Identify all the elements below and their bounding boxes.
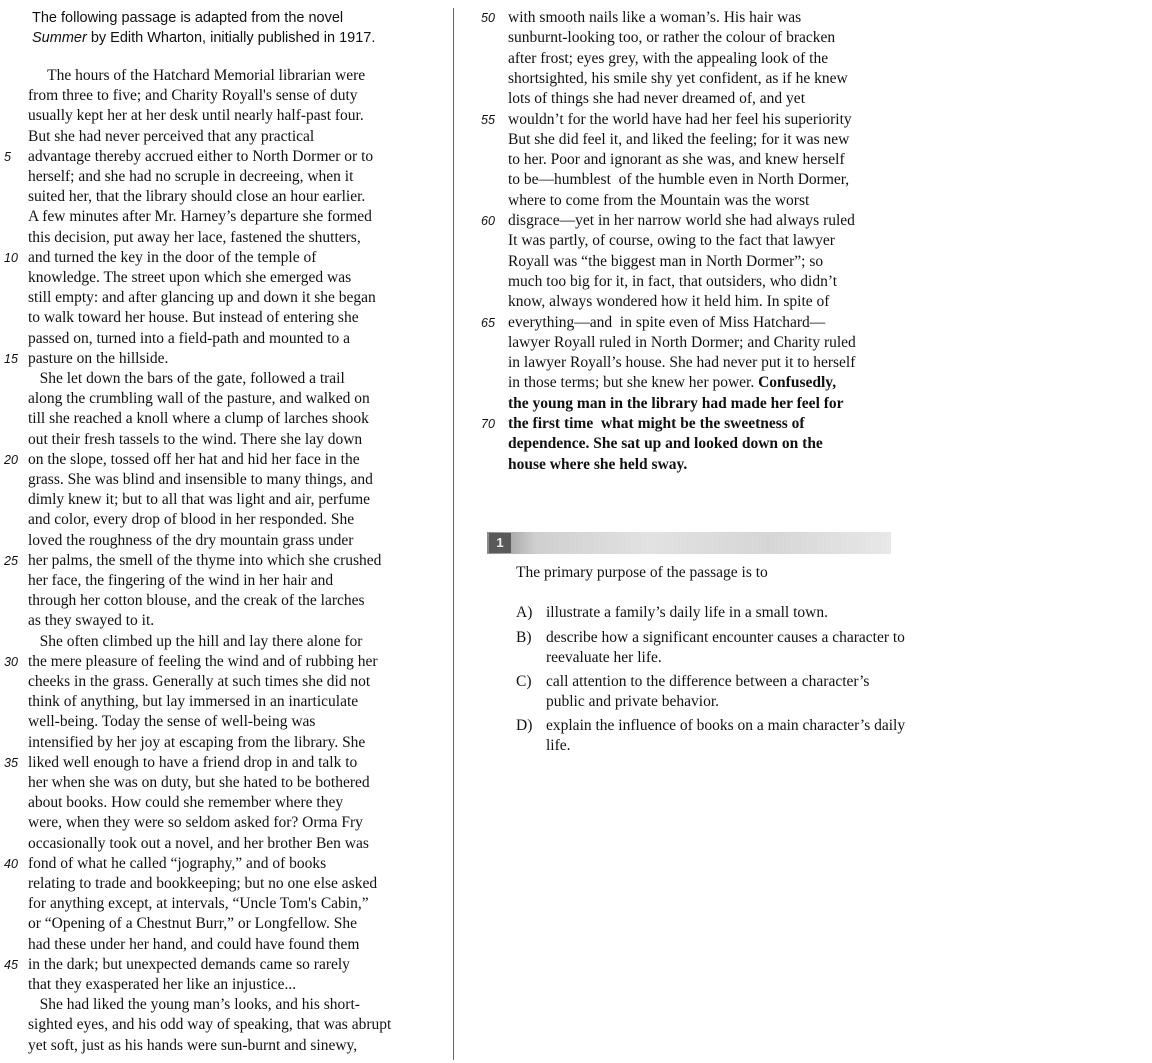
- passage-line: [28, 490, 370, 510]
- question-header-bar: [487, 532, 891, 554]
- passage-line: [508, 8, 801, 28]
- passage-text: cheeks in the grass. Generally at such times she did not: [28, 673, 371, 690]
- passage-text: out their fresh tassels to the wind. There she lay down: [28, 430, 363, 448]
- intro-line-2: [32, 28, 432, 48]
- passage-line: [28, 914, 357, 934]
- passage-line: [28, 268, 351, 288]
- line-number: 70: [481, 417, 495, 431]
- passage-text: herself; and she had no scruple in decreeing, when it: [28, 168, 354, 185]
- line-number: 35: [4, 755, 18, 770]
- passage-line: [28, 813, 363, 833]
- passage-text: this decision, put away her lace, fastened the shutters,: [28, 228, 361, 246]
- passage-line: [508, 130, 849, 150]
- passage-left-column: [4, 66, 438, 1061]
- passage-line: [508, 49, 828, 69]
- passage-text: after frost; eyes grey, with the appealing look of the: [508, 49, 829, 67]
- passage-text: Royall was “the biggest man in North Dormer”; so: [508, 252, 824, 270]
- passage-text: her when she was on duty, but she hated to be bothered: [28, 774, 370, 791]
- intro-line-1: The following passage is adapted from the novel: [32, 10, 344, 26]
- passage-text: till she reached a knoll where a clump of larches shook: [28, 410, 369, 428]
- passage-text: her palms, the smell of the thyme into which she crushed: [28, 551, 382, 569]
- passage-line: [28, 834, 369, 854]
- passage-text: advantage thereby accrued either to North Dormer or to: [28, 147, 374, 165]
- passage-text: on the slope, tossed off her hat and hid her face in the: [28, 450, 360, 468]
- passage-text: to her. Poor and ignorant as she was, and knew herself: [508, 151, 845, 169]
- passage-line: [28, 874, 377, 894]
- passage-text: her face, the fingering of the wind in her hair and: [28, 572, 334, 589]
- passage-text: with smooth nails like a woman’s. His hair was: [508, 9, 802, 26]
- passage-text: where to come from the Mountain was the worst: [508, 191, 810, 209]
- passage-text: usually kept her at her desk until nearly half-past four.: [28, 107, 364, 125]
- choice-text: call attention to the difference between a character’s public and private behavior.: [546, 673, 870, 711]
- passage-text: disgrace—yet in her narrow world she had always ruled: [508, 212, 855, 229]
- choice-text: describe how a significant encounter causes a character to reevaluate her life.: [546, 629, 905, 667]
- line-number: 40: [4, 856, 18, 871]
- passage-line: [508, 191, 809, 211]
- passage-line: [28, 248, 316, 268]
- passage-line: [28, 955, 350, 975]
- line-number: 45: [4, 957, 18, 972]
- passage-line: [28, 389, 370, 409]
- passage-text: knowledge. The street upon which she emerged was: [28, 269, 352, 286]
- passage-text: or “Opening of a Chestnut Burr,” or Longfellow. She: [28, 915, 357, 933]
- passage-text: suited her, that the library should close an hour earlier.: [28, 188, 366, 206]
- passage-line: [28, 510, 354, 530]
- passage-line: [28, 632, 362, 652]
- passage-text: passed on, turned into a field-path and mounted to a: [28, 329, 350, 347]
- bold-passage-text: the first time what might be the sweetness of: [508, 415, 805, 432]
- passage-line: [508, 313, 825, 333]
- choice-letter: B): [516, 629, 532, 646]
- line-number: 50: [481, 11, 495, 25]
- passage-line: [28, 733, 365, 753]
- passage-text: She let down the bars of the gate, followed a trail: [28, 370, 345, 387]
- passage-line: [28, 611, 154, 631]
- passage-text: think of anything, but lay immersed in an inarticulate: [28, 693, 359, 711]
- bold-passage-text: the young man in the library had made her feel for: [508, 394, 844, 412]
- passage-text: A few minutes after Mr. Harney’s departure she formed: [28, 208, 372, 226]
- passage-line: [508, 394, 844, 414]
- passage-text: dimly knew it; but to all that was light and air, perfume: [28, 491, 371, 509]
- line-number: 55: [481, 112, 495, 127]
- passage-line: [28, 551, 381, 571]
- passage-line: [28, 106, 364, 126]
- passage-text: grass. She was blind and insensible to many things, and: [28, 471, 373, 488]
- passage-line: [508, 333, 856, 353]
- passage-line: [28, 773, 370, 793]
- line-number: 20: [4, 452, 18, 467]
- passage-text: occasionally took out a novel, and her brother Ben was: [28, 834, 369, 852]
- passage-text: and turned the key in the door of the temple of: [28, 248, 317, 266]
- line-number: 5: [4, 149, 11, 164]
- passage-line: [28, 349, 168, 369]
- passage-line: [28, 369, 345, 389]
- passage-line: [508, 211, 855, 231]
- passage-line: [508, 89, 805, 109]
- passage-line: [508, 28, 835, 48]
- passage-line: [508, 434, 823, 454]
- passage-text: through her cotton blouse, and the creak of the larches: [28, 592, 365, 610]
- passage-text: intensified by her joy at escaping from the library. She: [28, 733, 366, 751]
- passage-line: [28, 409, 369, 429]
- passage-line: [28, 995, 360, 1015]
- passage-text: fond of what he called “jography,” and of books: [28, 854, 327, 872]
- choice-letter: D): [516, 717, 533, 734]
- passage-line: [28, 308, 359, 328]
- passage-line: [28, 127, 314, 147]
- passage-line: [28, 753, 357, 773]
- passage-line: [28, 571, 333, 591]
- passage-text: well-being. Today the sense of well-being was: [28, 713, 316, 731]
- passage-text: about books. How could she remember where they: [28, 794, 344, 812]
- passage-line: [28, 1015, 391, 1035]
- passage-text: sighted eyes, and his odd way of speaking, that was abrupt: [28, 1016, 392, 1034]
- line-number: 10: [4, 250, 18, 265]
- passage-line: [508, 252, 823, 272]
- passage-line: [508, 150, 845, 170]
- passage-line: [508, 353, 855, 373]
- passage-text: It was partly, of course, owing to the fact that lawyer: [508, 232, 835, 250]
- passage-line: [508, 373, 836, 393]
- passage-line: [28, 793, 343, 813]
- passage-line: [28, 167, 353, 187]
- bold-passage-text: house where she held sway.: [508, 455, 688, 473]
- passage-line: [28, 531, 353, 551]
- passage-text: much too big for it, in fact, that outsiders, who didn’t: [508, 272, 838, 290]
- passage-line: [28, 935, 359, 955]
- passage-line: [28, 975, 296, 995]
- passage-text: The hours of the Hatchard Memorial librarian were: [28, 67, 366, 84]
- passage-text: She had liked the young man’s looks, and his short-: [28, 996, 360, 1014]
- passage-text: still empty: and after glancing up and down it she began: [28, 289, 376, 307]
- choice-text: explain the influence of books on a main character’s daily life.: [546, 717, 906, 755]
- passage-line: [508, 170, 849, 190]
- intro-line-2-rest: by Edith Wharton, initially published in 1917.: [86, 30, 376, 46]
- passage-line: [28, 450, 360, 470]
- line-number: 25: [4, 553, 18, 568]
- bold-passage-text: dependence. She sat up and looked down on the: [508, 435, 823, 453]
- passage-text: as they swayed to it.: [28, 612, 155, 630]
- passage-text: had these under her hand, and could have found them: [28, 935, 360, 953]
- passage-text: in lawyer Royall’s house. She had never put it to herself: [508, 354, 856, 372]
- line-number: 15: [4, 351, 18, 366]
- bold-passage-text: Confusedly,: [758, 374, 837, 392]
- passage-text: loved the roughness of the dry mountain grass under: [28, 531, 354, 549]
- passage-line: [28, 228, 361, 248]
- passage-line: [508, 292, 829, 312]
- column-divider: [453, 8, 454, 1060]
- passage-text: know, always wondered how it held him. In spite of: [508, 293, 830, 311]
- passage-line: [28, 288, 376, 308]
- passage-text: in the dark; but unexpected demands came so rarely: [28, 955, 350, 973]
- question-stem: The primary purpose of the passage is to: [516, 564, 768, 581]
- passage-text: in those terms; but she knew her power.: [508, 374, 759, 392]
- passage-text: But she had never perceived that any practical: [28, 127, 315, 145]
- passage-line: [508, 110, 852, 130]
- passage-line: [28, 86, 358, 106]
- passage-text: along the crumbling wall of the pasture, and walked on: [28, 390, 370, 408]
- passage-introduction: [32, 8, 432, 48]
- passage-text: yet soft, just as his hands were sun-burnt and sinewy,: [28, 1036, 358, 1054]
- passage-line: [28, 329, 350, 349]
- passage-line: [28, 470, 373, 490]
- passage-line: [508, 414, 805, 434]
- line-number: 65: [481, 315, 495, 330]
- passage-line: [28, 147, 373, 167]
- novel-title: Summer: [32, 30, 87, 46]
- passage-line: [28, 430, 362, 450]
- passage-line: [28, 894, 369, 914]
- passage-line: [508, 272, 837, 292]
- passage-text: relating to trade and bookkeeping; but no one else asked: [28, 875, 378, 892]
- passage-text: shortsighted, his smile shy yet confident, as if he knew: [508, 69, 848, 87]
- passage-text: lawyer Royall ruled in North Dormer; and Charity ruled: [508, 333, 856, 351]
- passage-text: to walk toward her house. But instead of entering she: [28, 309, 359, 327]
- passage-line: [508, 231, 835, 251]
- passage-text: to be—humblest of the humble even in North Dormer,: [508, 171, 850, 189]
- passage-text: lots of things she had never dreamed of, and yet: [508, 90, 805, 108]
- passage-line: [508, 69, 848, 89]
- line-number: 30: [4, 654, 18, 669]
- passage-text: were, when they were so seldom asked for? Orma Fry: [28, 814, 363, 832]
- passage-text: and color, every drop of blood in her responded. She: [28, 511, 355, 529]
- passage-line: [28, 712, 315, 732]
- passage-line: [28, 591, 365, 611]
- passage-text: from three to five; and Charity Royall's sense of duty: [28, 87, 358, 105]
- passage-line: [28, 207, 372, 227]
- passage-text: pasture on the hillside.: [28, 349, 169, 367]
- passage-text: She often climbed up the hill and lay there alone for: [28, 632, 363, 650]
- passage-text: everything—and in spite even of Miss Hatchard—: [508, 313, 826, 331]
- passage-text: the mere pleasure of feeling the wind and of rubbing her: [28, 652, 378, 670]
- passage-text: But she did feel it, and liked the feeling; for it was new: [508, 130, 850, 148]
- passage-line: [28, 692, 358, 712]
- passage-text: wouldn’t for the world have had her feel his superiority: [508, 110, 852, 128]
- choice-letter: C): [516, 673, 532, 690]
- passage-text: liked well enough to have a friend drop in and talk to: [28, 753, 358, 771]
- passage-line: [28, 652, 377, 672]
- passage-line: [28, 854, 326, 874]
- passage-text: sunburnt-looking too, or rather the colour of bracken: [508, 29, 836, 47]
- passage-line: [28, 672, 370, 692]
- passage-text: for anything except, at intervals, “Uncle Tom's Cabin,”: [28, 895, 369, 913]
- passage-text: that they exasperated her like an injustice...: [28, 976, 297, 993]
- passage-line: [28, 66, 365, 86]
- passage-right-column: [481, 8, 908, 488]
- question-number: 1: [489, 533, 511, 553]
- passage-line: [508, 455, 687, 475]
- passage-line: [28, 1036, 357, 1056]
- choice-text: illustrate a family’s daily life in a small town.: [546, 604, 828, 621]
- line-number: 60: [481, 214, 495, 228]
- passage-line: [28, 187, 365, 207]
- choice-letter: A): [516, 604, 533, 621]
